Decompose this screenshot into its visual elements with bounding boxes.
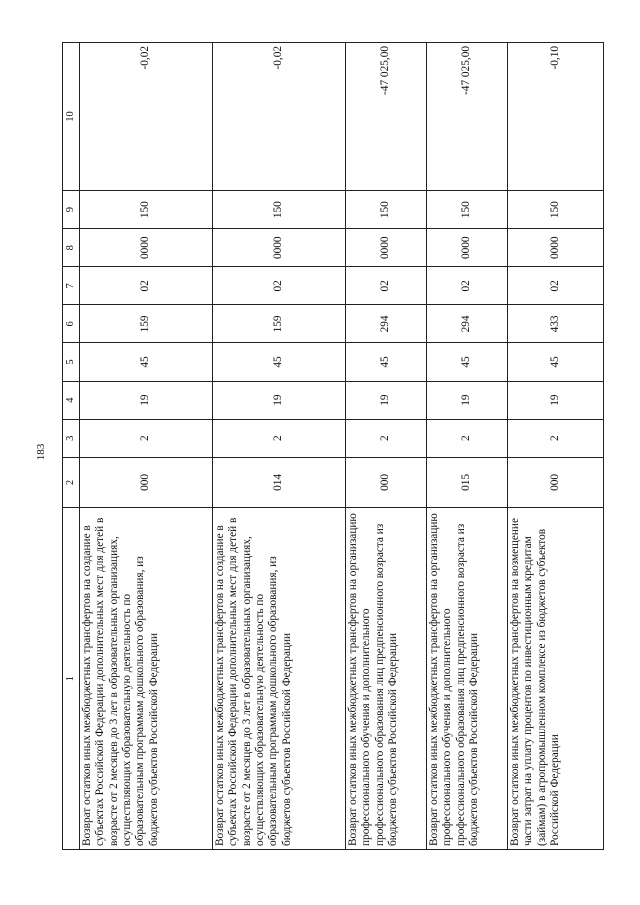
column-header: 6 [63,305,80,343]
page-number: 183 [35,443,47,461]
table-row [427,43,508,850]
column-header: 2 [63,457,80,507]
cell-amount: -0,10 [508,43,604,191]
cell-code-8: 0000 [213,229,346,267]
row-description: Возврат остатков иных межбюджетных трансфертов на создание в субъектах Российской Федерации дополнительных мест для детей в возрасте от 2 месяцев до 3 лет в образовательных организациях, осуществляющих образовательную деятельность по образовательным программам дошкольного образования, из бюджетов субъектов Российской Федерации [80,508,213,850]
cell-code-7: 02 [508,267,604,305]
column-header: 8 [63,229,80,267]
cell-code-8: 0000 [80,229,213,267]
table-row [508,43,604,850]
cell-code-3: 2 [508,419,604,457]
cell-code-6: 433 [508,305,604,343]
column-header: 1 [63,508,80,850]
cell-code-6: 159 [80,305,213,343]
cell-code-4: 19 [427,381,508,419]
cell-code-4: 19 [346,381,427,419]
column-header: 7 [63,267,80,305]
column-header: 9 [63,191,80,229]
cell-code-7: 02 [346,267,427,305]
cell-admin-code: 014 [213,457,346,507]
cell-code-7: 02 [80,267,213,305]
cell-code-3: 2 [346,419,427,457]
cell-code-3: 2 [80,419,213,457]
cell-admin-code: 000 [346,457,427,507]
cell-code-9: 150 [508,191,604,229]
budget-table [62,42,604,850]
cell-code-3: 2 [213,419,346,457]
cell-code-5: 45 [508,343,604,381]
cell-code-5: 45 [213,343,346,381]
cell-code-7: 02 [213,267,346,305]
table-row [80,43,213,850]
cell-code-5: 45 [80,343,213,381]
cell-code-9: 150 [213,191,346,229]
cell-code-8: 0000 [346,229,427,267]
row-description: Возврат остатков иных межбюджетных трансфертов на организацию профессионального обучения и дополнительного профессионального образования лиц предпенсионного возраста из бюджетов субъектов Российской Федерации [346,508,427,850]
cell-code-6: 294 [346,305,427,343]
cell-amount: -47 025,00 [427,43,508,191]
cell-code-3: 2 [427,419,508,457]
row-description: Возврат остатков иных межбюджетных трансфертов на организацию профессионального обучения и дополнительного профессионального образования лиц предпенсионного возраста из бюджетов субъектов Российской Федерации [427,508,508,850]
cell-amount: -47 025,00 [346,43,427,191]
cell-admin-code: 015 [427,457,508,507]
cell-admin-code: 000 [80,457,213,507]
cell-code-9: 150 [80,191,213,229]
cell-amount: -0,02 [213,43,346,191]
table-row [346,43,427,850]
column-header: 10 [63,43,80,191]
cell-code-8: 0000 [508,229,604,267]
row-description: Возврат остатков иных межбюджетных трансфертов на создание в субъектах Российской Федерации дополнительных мест для детей в возрасте от 2 месяцев до 3 лет в образовательных организациях, осуществляющих образовательную деятельность по образовательным программам дошкольного образования, из бюджетов субъектов Российской Федерации [213,508,346,850]
column-header: 3 [63,419,80,457]
cell-amount: -0,02 [80,43,213,191]
cell-code-5: 45 [427,343,508,381]
cell-code-4: 19 [213,381,346,419]
cell-code-6: 159 [213,305,346,343]
cell-admin-code: 000 [508,457,604,507]
cell-code-9: 150 [427,191,508,229]
cell-code-5: 45 [346,343,427,381]
cell-code-4: 19 [80,381,213,419]
cell-code-9: 150 [346,191,427,229]
row-description: Возврат остатков иных межбюджетных трансфертов на возмещение части затрат на уплату процентов по инвестиционным кредитам (займам) в агропромышленном комплексе из бюджетов субъектов Российской Федерации [508,508,604,850]
cell-code-7: 02 [427,267,508,305]
cell-code-8: 0000 [427,229,508,267]
cell-code-4: 19 [508,381,604,419]
budget-table-container [62,42,604,850]
column-header: 4 [63,381,80,419]
table-header-row [63,43,80,850]
cell-code-6: 294 [427,305,508,343]
column-header: 5 [63,343,80,381]
table-row [213,43,346,850]
